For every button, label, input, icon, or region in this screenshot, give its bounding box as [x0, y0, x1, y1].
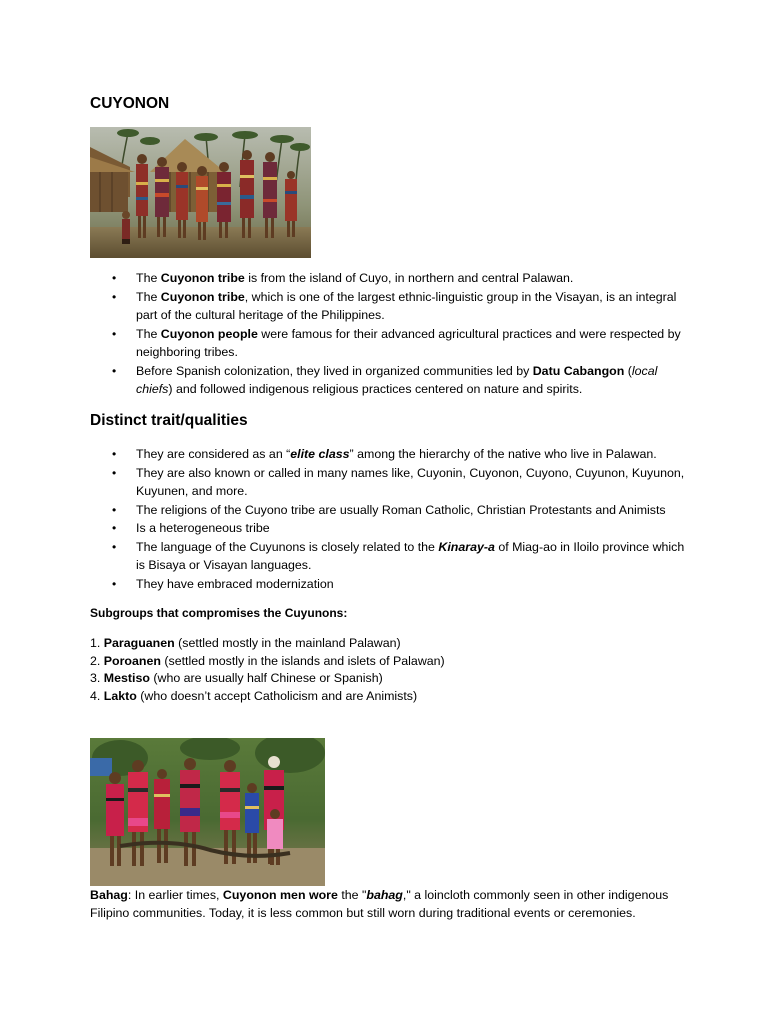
- traits-bullet-list: [90, 445, 690, 593]
- text-run: Cuyonon men wore: [222, 888, 338, 902]
- text-run: Is a heterogeneous tribe: [136, 521, 270, 535]
- subgroup-number: 3.: [90, 671, 104, 685]
- list-item: [90, 464, 690, 501]
- text-run: The: [136, 289, 161, 304]
- list-item: [90, 269, 690, 288]
- text-run: Cuyonon people: [160, 326, 258, 341]
- text-run: of Miag-ao in Iloilo province which is Bisaya or Visayan languages.: [136, 539, 685, 572]
- list-item: [90, 519, 690, 538]
- text-run: were famous for their advanced agricultural practices and were respected by neighboring tribes.: [136, 326, 681, 359]
- subgroup-desc: (settled mostly in the mainland Palawan): [174, 636, 401, 650]
- text-run: bahag: [366, 888, 403, 902]
- text-run: They have embraced modernization: [136, 576, 334, 591]
- text-run: Cuyonon tribe: [160, 271, 245, 285]
- text-run: Kinaray-a: [438, 539, 495, 554]
- text-run: ” among the hierarchy of the native who live in Palawan.: [349, 447, 657, 461]
- subgroups-heading: Subgroups that compromises the Cuyunons:: [90, 606, 348, 620]
- text-run: Bahag: [90, 888, 128, 902]
- subgroup-name: Poroanen: [103, 653, 161, 668]
- subgroup-name: Mestiso: [103, 671, 150, 685]
- text-run: They are also known or called in many names like, Cuyonin, Cuyonon, Cuyono, Cuyunon, Kuyunon, Kuyunen, and more.: [136, 465, 685, 498]
- text-run: Cuyonon tribe: [160, 289, 245, 304]
- list-item: [90, 325, 690, 362]
- text-run: Before Spanish colonization, they lived in organized communities led by: [136, 363, 533, 378]
- subgroup-name: Lakto: [103, 688, 137, 703]
- text-run: elite class: [290, 447, 350, 461]
- text-run: ) and followed indigenous religious practices centered on nature and spirits.: [168, 382, 583, 396]
- list-item: [90, 538, 690, 575]
- text-run: The: [136, 326, 161, 341]
- text-run: (: [624, 363, 632, 378]
- list-item: [90, 501, 690, 520]
- section-heading: Distinct trait/qualities: [90, 412, 248, 429]
- bahag-caption: [90, 886, 690, 922]
- cuyonon-tribe-photo: [90, 127, 311, 258]
- text-run: , which is one of the largest ethnic-linguistic group in the Visayan, is an integral part of the cultural heritage of the Philippines.: [136, 289, 677, 322]
- list-item: [90, 362, 690, 399]
- subgroup-desc: (settled mostly in the islands and islets of Palawan): [160, 653, 445, 668]
- cuyonon-group-photo: [90, 738, 325, 886]
- text-run: the ": [337, 888, 367, 902]
- text-run: local chiefs: [136, 363, 658, 396]
- text-run: : In earlier times,: [127, 888, 223, 902]
- subgroup-desc: (who doesn’t accept Catholicism and are Animists): [136, 688, 418, 703]
- text-run: The: [136, 271, 161, 285]
- subgroup-item: [90, 688, 445, 706]
- intro-bullet-list: [90, 269, 690, 399]
- subgroup-name: Paraguanen: [103, 636, 175, 650]
- list-item: [90, 288, 690, 325]
- text-run: The religions of the Cuyono tribe are usually Roman Catholic, Christian Protestants and Animists: [136, 502, 666, 517]
- subgroup-item: [90, 653, 445, 671]
- subgroup-number: 4.: [90, 688, 104, 703]
- text-run: ," a loincloth commonly seen in other indigenous Filipino communities. Today, it is less common but still worn during traditional events or ceremonies.: [90, 888, 669, 920]
- text-run: The language of the Cuyunons is closely related to the: [136, 539, 439, 554]
- subgroup-desc: (who are usually half Chinese or Spanish): [149, 671, 383, 685]
- subgroup-item: [90, 670, 445, 688]
- subgroup-item: [90, 635, 445, 653]
- text-run: Datu Cabangon: [532, 363, 625, 378]
- list-item: [90, 575, 690, 594]
- text-run: is from the island of Cuyo, in northern and central Palawan.: [244, 271, 574, 285]
- subgroups-list: [90, 635, 445, 705]
- list-item: [90, 445, 690, 464]
- text-run: They are considered as an “: [136, 447, 291, 461]
- subgroup-number: 1.: [90, 636, 104, 650]
- subgroup-number: 2.: [90, 653, 104, 668]
- page-title: CUYONON: [90, 95, 170, 112]
